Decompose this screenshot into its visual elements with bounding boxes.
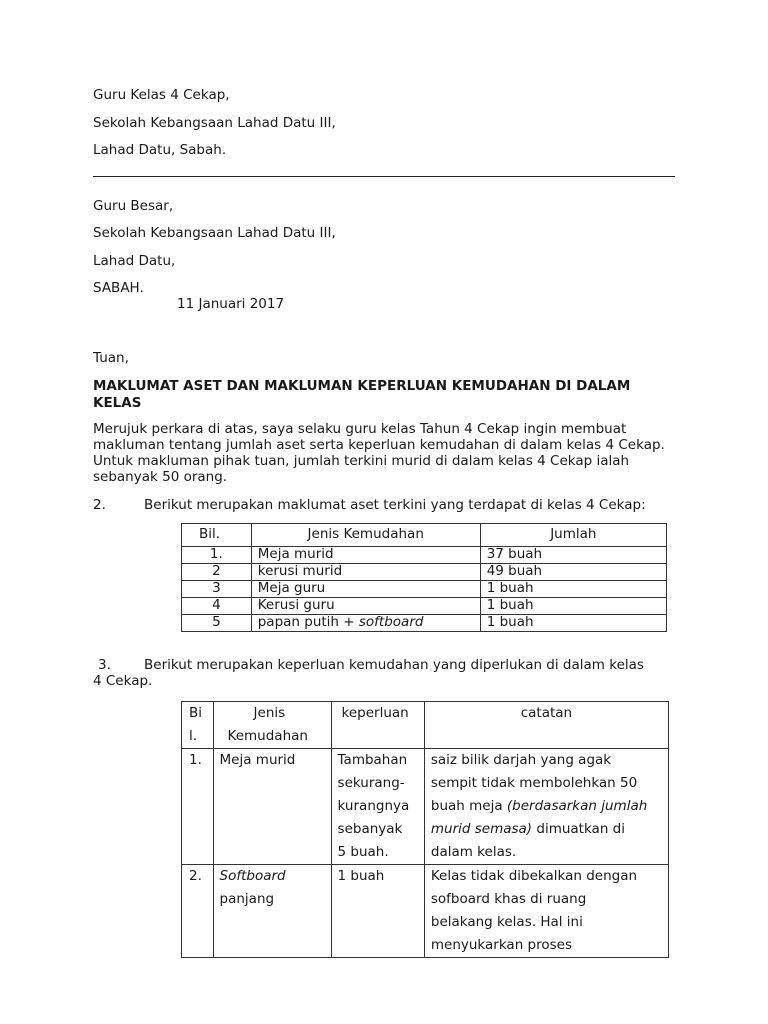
row-jenis: Meja murid	[213, 749, 331, 865]
row-jumlah: 1 buah	[480, 581, 666, 598]
recipient-line-3: Lahad Datu,	[93, 253, 176, 269]
row-item-text: Meja guru	[257, 580, 326, 596]
row-jumlah: 1 buah	[480, 615, 666, 632]
letter-date: 11 Januari 2017	[177, 296, 285, 312]
catatan-line: Kelas tidak dibekalkan dengan	[430, 868, 638, 884]
catatan-line	[431, 818, 668, 841]
catatan-line: belakang kelas. Hal ini	[430, 914, 583, 930]
row-bil: 1.	[182, 547, 252, 564]
jenis-line-italic: Softboard	[219, 868, 286, 884]
section-2-number: 2.	[93, 497, 106, 513]
catatan-text: buah meja	[430, 798, 507, 814]
catatan-line: saiz bilik darjah yang agak	[430, 752, 612, 768]
header-bil-line-2: l.	[189, 728, 198, 744]
subject-heading: MAKLUMAT ASET DAN MAKLUMAN KEPERLUAN KEMUDAHAN DI DALAM KELAS	[93, 378, 631, 411]
asset-table	[181, 523, 667, 632]
row-jumlah: 37 buah	[480, 547, 666, 564]
row-keperluan: 1 buah	[331, 865, 424, 958]
row-item	[251, 615, 480, 632]
section-3-text-line-2: 4 Cekap.	[93, 673, 153, 689]
row-jumlah: 49 buah	[480, 564, 666, 581]
catatan-italic: (berdasarkan jumlah	[506, 798, 648, 814]
jenis-line: panjang	[219, 891, 275, 907]
keperluan-line: kurangnya	[337, 798, 410, 814]
intro-paragraph: Merujuk perkara di atas, saya selaku guru kelas Tahun 4 Cekap ingin membuat makluman tentang jumlah aset serta keperluan kemudahan di dalam kelas 4 Cekap. Untuk makluman pihak tuan, jumlah terkini murid di dalam kelas 4 Cekap ialah sebanyak 50 orang.	[93, 421, 665, 485]
header-bil	[182, 702, 214, 749]
table-row	[182, 564, 667, 581]
table-row	[182, 547, 667, 564]
header-jenis-line-1: Jenis	[253, 705, 286, 721]
keperluan-line: Tambahan	[337, 752, 408, 768]
row-jumlah: 1 buah	[480, 598, 666, 615]
catatan-line: sempit tidak membolehkan 50	[430, 775, 638, 791]
row-bil: 4	[182, 598, 252, 615]
row-catatan	[424, 749, 668, 865]
row-jenis	[213, 865, 331, 958]
row-bil: 5	[182, 615, 252, 632]
row-item-text: kerusi murid	[257, 563, 343, 579]
section-3-number: 3.	[98, 657, 111, 673]
row-bil: 1.	[182, 749, 214, 865]
catatan-line: sofboard khas di ruang	[430, 891, 587, 907]
catatan-line	[431, 795, 668, 818]
row-item-text: papan putih +	[257, 614, 359, 630]
catatan-line: menyukarkan proses	[430, 937, 572, 953]
keperluan-line: 5 buah.	[337, 844, 389, 860]
divider-line	[93, 176, 675, 177]
keperluan-line: sekurang-	[337, 775, 405, 791]
header-jenis-line-2: Kemudahan	[227, 728, 308, 744]
header-catatan: catatan	[424, 702, 668, 749]
keperluan-line: sebanyak	[337, 821, 403, 837]
row-item	[251, 598, 480, 615]
table-row	[182, 581, 667, 598]
header-bil-line-1: Bi	[189, 705, 203, 721]
row-bil: 3	[182, 581, 252, 598]
salutation: Tuan,	[93, 350, 129, 366]
sender-line-2: Sekolah Kebangsaan Lahad Datu III,	[93, 115, 336, 131]
header-bil: Bil.	[182, 524, 252, 547]
row-item	[251, 564, 480, 581]
catatan-line: dalam kelas.	[430, 844, 517, 860]
row-item	[251, 581, 480, 598]
row-catatan	[424, 865, 668, 958]
table-header-row	[182, 702, 669, 749]
table-row	[182, 865, 669, 958]
table-row	[182, 598, 667, 615]
section-3-text-line-1: Berikut merupakan keperluan kemudahan yang diperlukan di dalam kelas	[144, 657, 644, 673]
row-item	[251, 547, 480, 564]
header-jenis-kemudahan: Jenis Kemudahan	[251, 524, 480, 547]
row-keperluan	[331, 749, 424, 865]
sender-line-3: Lahad Datu, Sabah.	[93, 142, 227, 158]
sender-line-1: Guru Kelas 4 Cekap,	[93, 87, 230, 103]
needs-table	[181, 701, 669, 958]
recipient-line-4: SABAH.	[93, 280, 144, 296]
header-jumlah: Jumlah	[480, 524, 666, 547]
recipient-line-1: Guru Besar,	[93, 198, 174, 214]
header-keperluan: keperluan	[331, 702, 424, 749]
row-item-text: Kerusi guru	[257, 597, 335, 613]
table-row	[182, 749, 669, 865]
header-jenis-kemudahan	[213, 702, 331, 749]
row-item-italic: softboard	[358, 614, 424, 630]
table-row	[182, 615, 667, 632]
recipient-line-2: Sekolah Kebangsaan Lahad Datu III,	[93, 225, 336, 241]
catatan-italic: murid semasa)	[430, 821, 533, 837]
catatan-text: dimuatkan di	[532, 821, 625, 837]
row-item-text: Meja murid	[257, 546, 334, 562]
table-header-row	[182, 524, 667, 547]
row-bil: 2.	[182, 865, 214, 958]
row-bil: 2	[182, 564, 252, 581]
section-2-text: Berikut merupakan maklumat aset terkini yang terdapat di kelas 4 Cekap:	[144, 497, 646, 513]
